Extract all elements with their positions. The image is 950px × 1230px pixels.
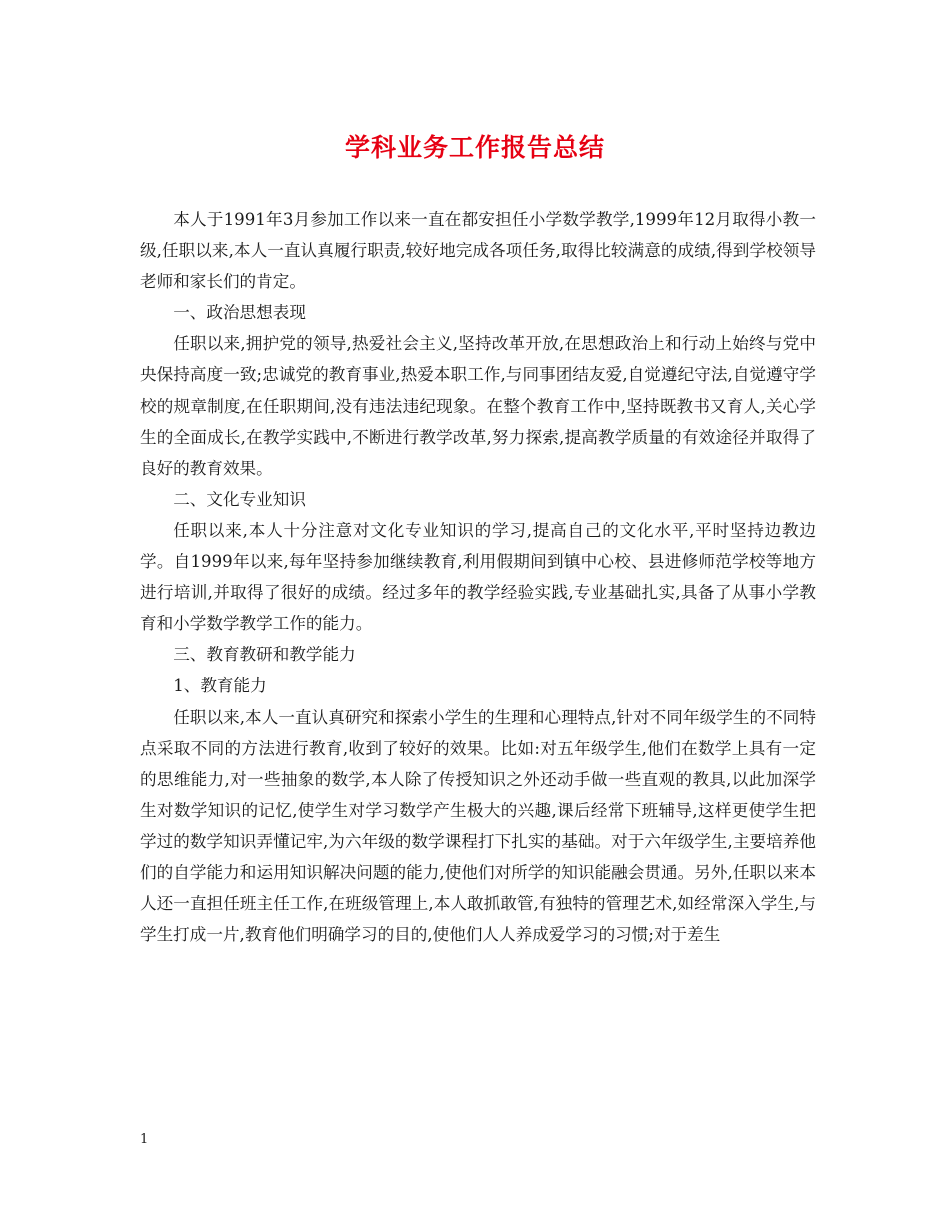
paragraph-education: 任职以来,本人一直认真研究和探索小学生的生理和心理特点,针对不同年级学生的不同特点采取不同的方法进行教育,收到了较好的效果。比如:对五年级学生,他们在数学上具有一定的思维能力,对一些抽象的数学,本人除了传授知识之外还动手做一些直观的教具,以此加深学生对数学知识的记忆,使学生对学习数学产生极大的兴趣,课后经常下班辅导,这样更使学生把学过的数学知识弄懂记牢,为六年级的数学课程打下扎实的基础。对于六年级学生,主要培养他们的自学能力和运用知识解决问题的能力,使他们对所学的知识能融会贯通。另外,任职以来本人还一直担任班主任工作,在班级管理上,本人敢抓敢管,有独特的管理艺术,如经常深入学生,与学生打成一片,教育他们明确学习的目的,使他们人人养成爱学习的习惯;对于差生 (140, 707, 816, 945)
paragraph-knowledge: 任职以来,本人十分注意对文化专业知识的学习,提高自己的文化水平,平时坚持边教边学。自1999年以来,每年坚持参加继续教育,利用假期间到镇中心校、县进修师范学校等地方进行培训,并取得了很好的成绩。经过多年的教学经验实践,专业基础扎实,具备了从事小学教育和小学数学教学工作的能力。 (140, 520, 816, 634)
document-title: 学科业务工作报告总结 (344, 133, 605, 162)
paragraph-political: 任职以来,拥护党的领导,热爱社会主义,坚持改革开放,在思想政治上和行动上始终与党中央保持高度一致;忠诚党的教育事业,热爱本职工作,与同事团结友爱,自觉遵纪守法,自觉遵守学校的规章制度,在任职期间,没有违法违纪现象。在整个教育工作中,坚持既教书又育人,关心学生的全面成长,在教学实践中,不断进行教学改革,努力探索,提高教学质量的有效途径并取得了良好的教育效果。 (140, 334, 816, 478)
section-heading-teaching: 三、教育教研和教学能力 (173, 645, 356, 665)
section-heading-political: 一、政治思想表现 (173, 303, 306, 323)
document-body (140, 204, 816, 950)
paragraph-intro: 本人于1991年3月参加工作以来一直在都安担任小学数学教学,1999年12月取得小教一级,任职以来,本人一直认真履行职责,较好地完成各项任务,取得比较满意的成绩,得到学校领导老师和家长们的肯定。 (140, 210, 816, 292)
subsection-heading-education: 1、教育能力 (173, 676, 267, 696)
page-number: 1 (140, 1132, 149, 1147)
section-heading-knowledge: 二、文化专业知识 (173, 489, 306, 509)
